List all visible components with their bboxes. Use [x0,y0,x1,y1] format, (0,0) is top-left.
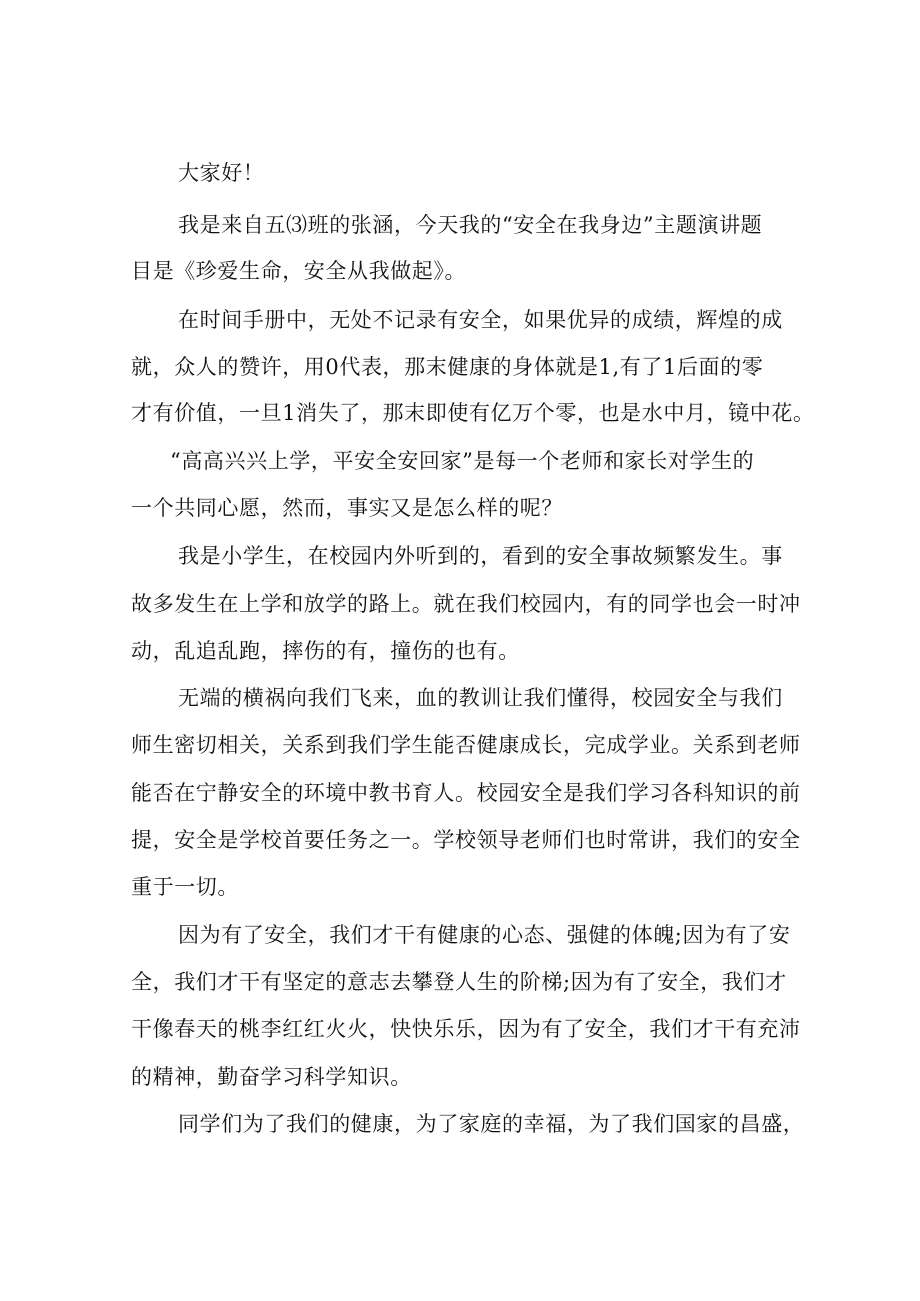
paragraph-line: 才有价值，一旦1消失了，那末即使有亿万个零，也是水中月，镜中花。 [131,401,815,425]
greeting-line: 大家好！ [178,161,265,185]
paragraph-line: 全，我们才干有坚定的意志去攀登人生的阶梯;因为有了安全，我们才 [131,970,787,994]
paragraph-line: 的精神，勤奋学习科学知识。 [131,1065,412,1089]
paragraph-line: 动，乱追乱跑，摔伤的有，撞伤的也有。 [131,639,520,663]
paragraph-line: 因为有了安全，我们才干有健康的心态、强健的体魄;因为有了安 [178,923,791,947]
paragraph-line: 我是来自五⑶班的张涵，今天我的“安全在我身边”主题演讲题 [178,213,763,237]
paragraph-line: 干像春天的桃李红红火火，快快乐乐，因为有了安全，我们才干有充沛 [131,1017,801,1041]
paragraph-line: 我是小学生，在校园内外听到的，看到的安全事故频繁发生。事 [178,544,783,568]
paragraph-line: 提，安全是学校首要任务之一。学校领导老师们也时常讲，我们的安全 [131,828,801,852]
paragraph-line: 师生密切相关，关系到我们学生能否健康成长，完成学业。关系到老师 [131,733,801,757]
paragraph-line: 无端的横祸向我们飞来，血的教训让我们懂得，校园安全与我们 [178,686,783,710]
paragraph-line: 同学们为了我们的健康，为了家庭的幸福，为了我们国家的昌盛， [178,1112,805,1136]
paragraph-line: 就，众人的赞许，用0代表，那末健康的身体就是1,有了1后面的零 [131,355,764,379]
paragraph-line: 在时间手册中，无处不记录有安全，如果优异的成绩，辉煌的成 [178,308,783,332]
paragraph-line: 故多发生在上学和放学的路上。就在我们校园内，有的同学也会一时冲 [131,592,801,616]
paragraph-line: 一个共同心愿，然而，事实又是怎么样的呢？ [131,496,563,520]
paragraph-line: 目是《珍爱生命，安全从我做起》。 [131,259,467,283]
paragraph-line: “高高兴兴上学，平安全安回家”是每一个老师和家长对学生的 [170,449,755,473]
paragraph-line: 重于一切。 [131,875,239,899]
paragraph-line: 能否在宁静安全的环境中教书育人。校园安全是我们学习各科知识的前 [131,781,801,805]
